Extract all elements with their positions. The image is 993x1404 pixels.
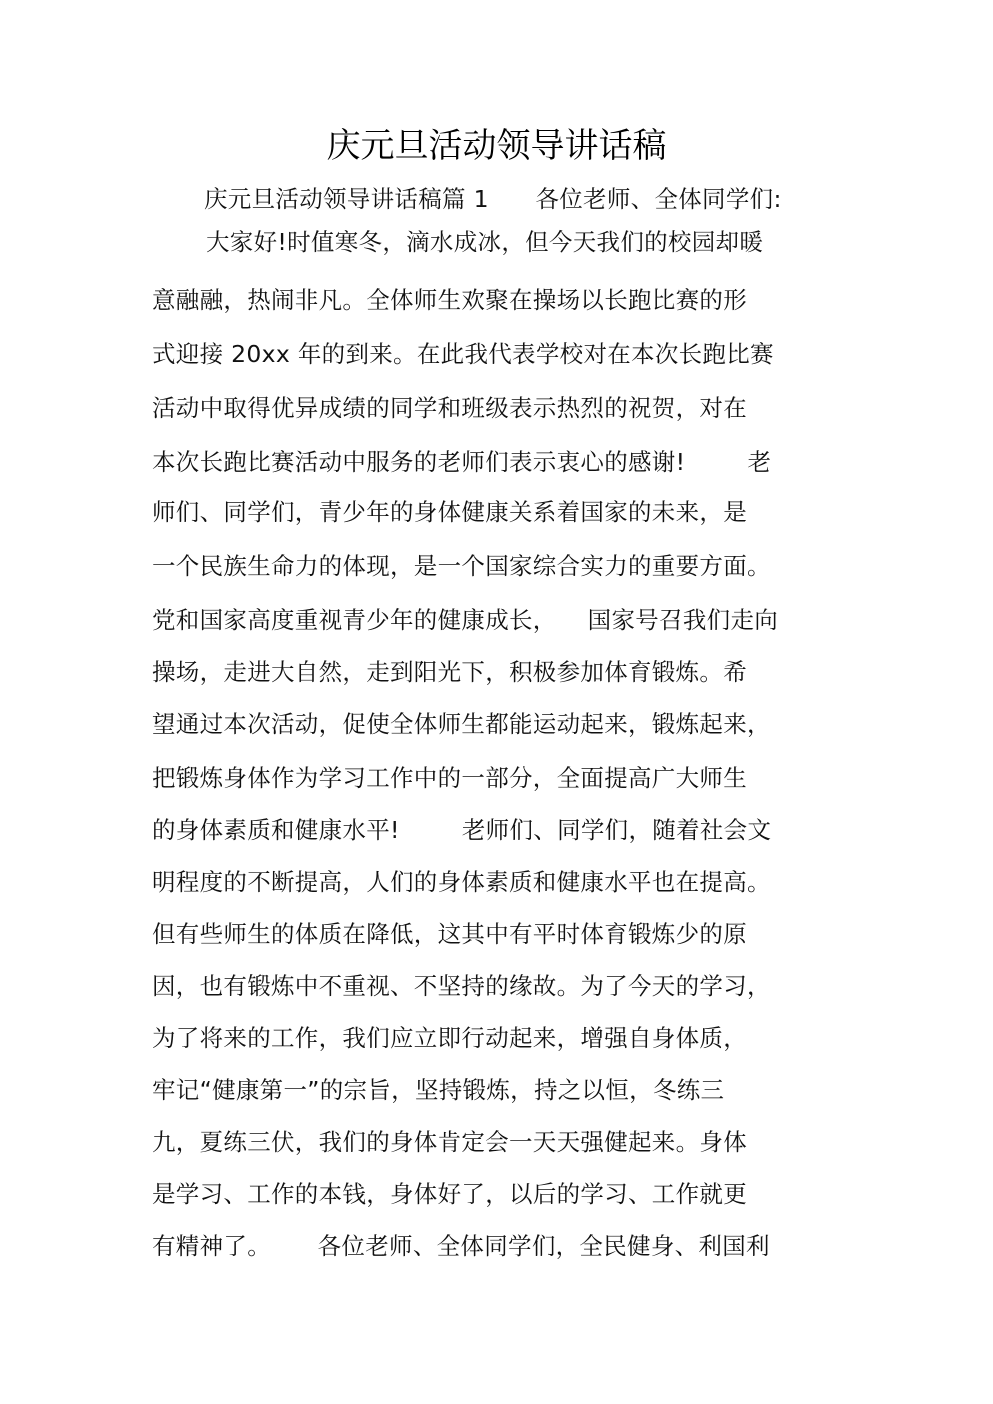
body-line: 明程度的不断提高，人们的身体素质和健康水平也在提高。 [152, 868, 771, 896]
body-line: 是学习、工作的本钱，身体好了，以后的学习、工作就更 [152, 1180, 747, 1208]
body-line: 有精神了。 各位老师、全体同学们，全民健身、利国利 [152, 1232, 770, 1260]
body-line: 党和国家高度重视青少年的健康成长， 国家号召我们走向 [152, 606, 779, 634]
body-line: 九，夏练三伏，我们的身体肯定会一天天强健起来。身体 [152, 1128, 747, 1156]
body-line: 但有些师生的体质在降低，这其中有平时体育锻炼少的原 [152, 920, 747, 948]
body-line: 把锻炼身体作为学习工作中的一部分，全面提高广大师生 [152, 764, 747, 792]
body-line: 为了将来的工作，我们应立即行动起来，增强自身体质， [152, 1024, 747, 1052]
body-line: 操场，走进大自然，走到阳光下，积极参加体育锻炼。希 [152, 658, 747, 686]
body-line: 因，也有锻炼中不重视、不坚持的缘故。为了今天的学习， [152, 972, 771, 1000]
body-line: 一个民族生命力的体现，是一个国家综合实力的重要方面。 [152, 552, 771, 580]
body-line: 本次长跑比赛活动中服务的老师们表示衷心的感谢! 老 [152, 448, 772, 476]
body-line: 庆元旦活动领导讲话稿篇 1 各位老师、全体同学们: [204, 185, 782, 213]
body-line: 活动中取得优异成绩的同学和班级表示热烈的祝贺，对在 [152, 394, 747, 422]
body-line: 意融融，热闹非凡。全体师生欢聚在操场以长跑比赛的形 [152, 286, 747, 314]
document-title: 庆元旦活动领导讲话稿 [326, 126, 667, 166]
body-line: 师们、同学们，青少年的身体健康关系着国家的未来，是 [152, 498, 747, 526]
body-line: 的身体素质和健康水平! 老师们、同学们，随着社会文 [152, 816, 772, 844]
body-line: 牢记“健康第一”的宗旨，坚持锻炼，持之以恒，冬练三 [152, 1076, 725, 1104]
body-line: 式迎接 20xx 年的到来。在此我代表学校对在本次长跑比赛 [152, 340, 774, 368]
body-line: 望通过本次活动，促使全体师生都能运动起来，锻炼起来， [152, 710, 771, 738]
body-line: 大家好!时值寒冬，滴水成冰，但今天我们的校园却暖 [206, 228, 764, 256]
